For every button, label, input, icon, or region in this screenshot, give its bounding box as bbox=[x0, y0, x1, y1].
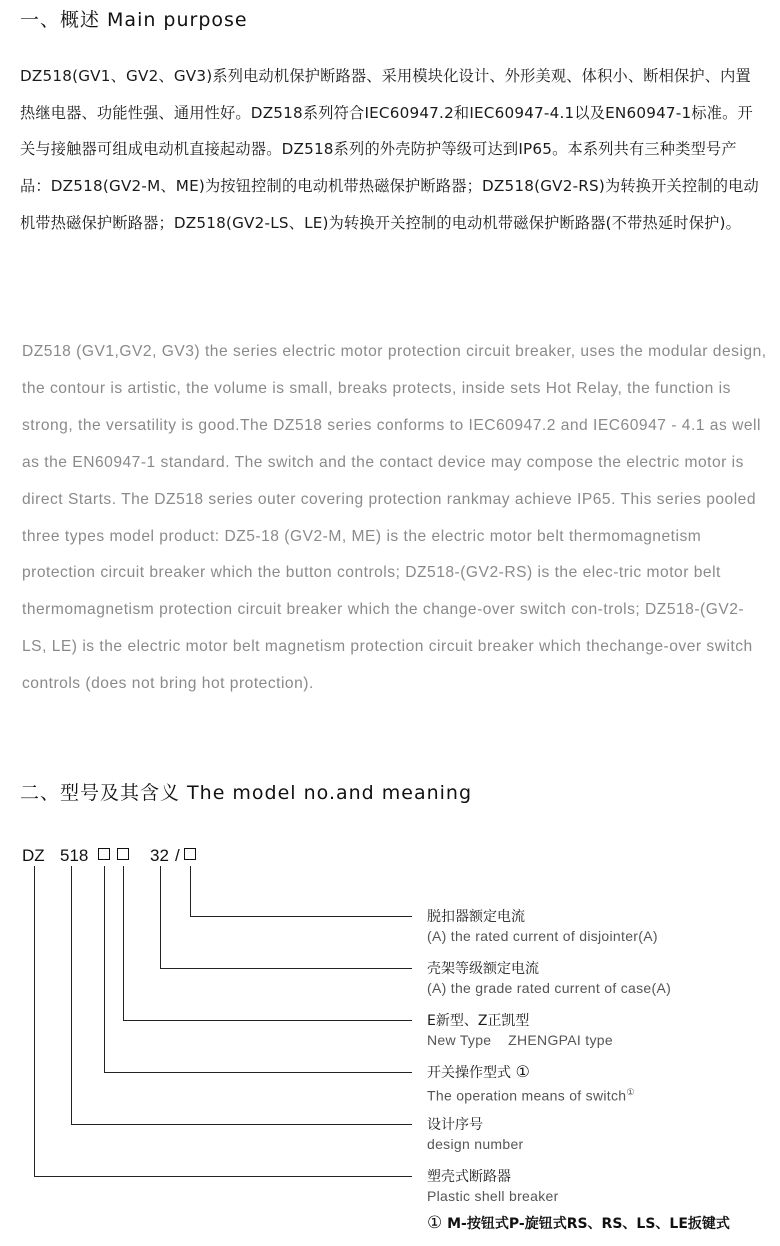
description-cn-text: 开关操作型式 bbox=[427, 1065, 511, 1081]
connector-vertical-3 bbox=[123, 866, 124, 1020]
connector-vertical-6 bbox=[34, 866, 35, 1176]
description-design-number bbox=[427, 1116, 524, 1154]
connector-vertical-5 bbox=[71, 866, 72, 1124]
code-placeholder-box-current bbox=[184, 848, 196, 860]
description-en bbox=[427, 1082, 635, 1106]
description-plastic-shell-breaker bbox=[427, 1168, 559, 1206]
footnote-mark: ① bbox=[515, 1062, 530, 1081]
code-prefix-dz: DZ bbox=[22, 846, 45, 865]
connector-vertical-2 bbox=[160, 866, 161, 968]
connector-horizontal-1 bbox=[190, 916, 412, 917]
description-case-current bbox=[427, 960, 671, 998]
connector-horizontal-2 bbox=[160, 968, 412, 969]
footnote-mark: ① bbox=[427, 1213, 443, 1233]
footnote bbox=[427, 1213, 730, 1233]
connector-vertical-1 bbox=[190, 866, 191, 916]
section-1-heading: 一、概述 Main purpose bbox=[20, 9, 248, 31]
english-description-paragraph: DZ518 (GV1,GV2, GV3) the series electric motor protection circuit breaker, uses the modular design, the contour is artistic, the volume is small, breaks protects, inside sets Hot Relay, the function is strong, the versatility is good.The DZ518 series conforms to IEC60947.2 and IEC60947 - 4.1 as well as the EN60947-1 standard. The switch and the contact device may compose the electric motor is direct Starts. The DZ518 series outer covering protection rankmay achieve IP65. This series pooled three types model product: DZ5-18 (GV2-M, ME) is the electric motor belt thermomagnetism protection circuit breaker which the button controls; DZ518-(GV2-RS) is the elec-tric motor belt thermomagnetism protection circuit breaker which the change-over switch con-trols; DZ518-(GV2-LS, LE) is the electric motor belt magnetism protection circuit breaker which thechange-over switch controls (does not bring hot protection). bbox=[22, 343, 767, 693]
description-en-text: The operation means of switch bbox=[427, 1087, 627, 1104]
description-en: (A) the rated current of disjointer(A) bbox=[427, 928, 658, 944]
code-slash: / bbox=[175, 846, 180, 865]
description-en: Plastic shell breaker bbox=[427, 1188, 559, 1204]
footnote-text: M-按钮式P-旋钮式RS、RS、LS、LE扳键式 bbox=[447, 1216, 730, 1232]
connector-horizontal-3 bbox=[123, 1020, 412, 1021]
description-type bbox=[427, 1012, 613, 1050]
connector-horizontal-5 bbox=[71, 1124, 412, 1125]
code-placeholder-box-type bbox=[117, 848, 129, 860]
connector-horizontal-4 bbox=[104, 1072, 412, 1073]
description-cn: 设计序号 bbox=[427, 1117, 483, 1133]
description-en: (A) the grade rated current of case(A) bbox=[427, 980, 672, 996]
footnote-mark-small: ① bbox=[626, 1087, 635, 1097]
description-cn: 壳架等级额定电流 bbox=[427, 961, 539, 977]
description-disjointer-current bbox=[427, 908, 658, 946]
description-cn bbox=[427, 1063, 635, 1082]
description-en: New Type ZHENGPAI type bbox=[427, 1032, 613, 1048]
description-cn: E新型、Z正凯型 bbox=[427, 1013, 530, 1029]
code-design-number: 518 bbox=[60, 846, 89, 865]
description-cn: 脱扣器额定电流 bbox=[427, 909, 525, 925]
connector-vertical-4 bbox=[104, 866, 105, 1072]
description-operation-means bbox=[427, 1063, 635, 1106]
code-placeholder-box-operation bbox=[98, 848, 110, 860]
section-2-heading: 二、型号及其含义 The model no.and meaning bbox=[20, 782, 473, 804]
description-en: design number bbox=[427, 1136, 524, 1152]
chinese-description-paragraph: DZ518(GV1、GV2、GV3)系列电动机保护断路器、采用模块化设计、外形美观、体积小、断相保护、内置热继电器、功能性强、通用性好。DZ518系列符合IEC60947.2和IEC60947-4.1以及EN60947-1标准。开关与接触器可组成电动机直接起动器。DZ518系列的外壳防护等级可达到IP65。本系列共有三种类型号产品：DZ518(GV2-M、ME)为按钮控制的电动机带热磁保护断路器；DZ518(GV2-RS)为转换开关控制的电动机带热磁保护断路器；DZ518(GV2-LS、LE)为转换开关控制的电动机带磁保护断路器(不带热延时保护)。 bbox=[20, 67, 759, 232]
connector-horizontal-6 bbox=[34, 1176, 412, 1177]
code-case-current: 32 bbox=[150, 846, 169, 865]
description-cn: 塑壳式断路器 bbox=[427, 1169, 511, 1185]
